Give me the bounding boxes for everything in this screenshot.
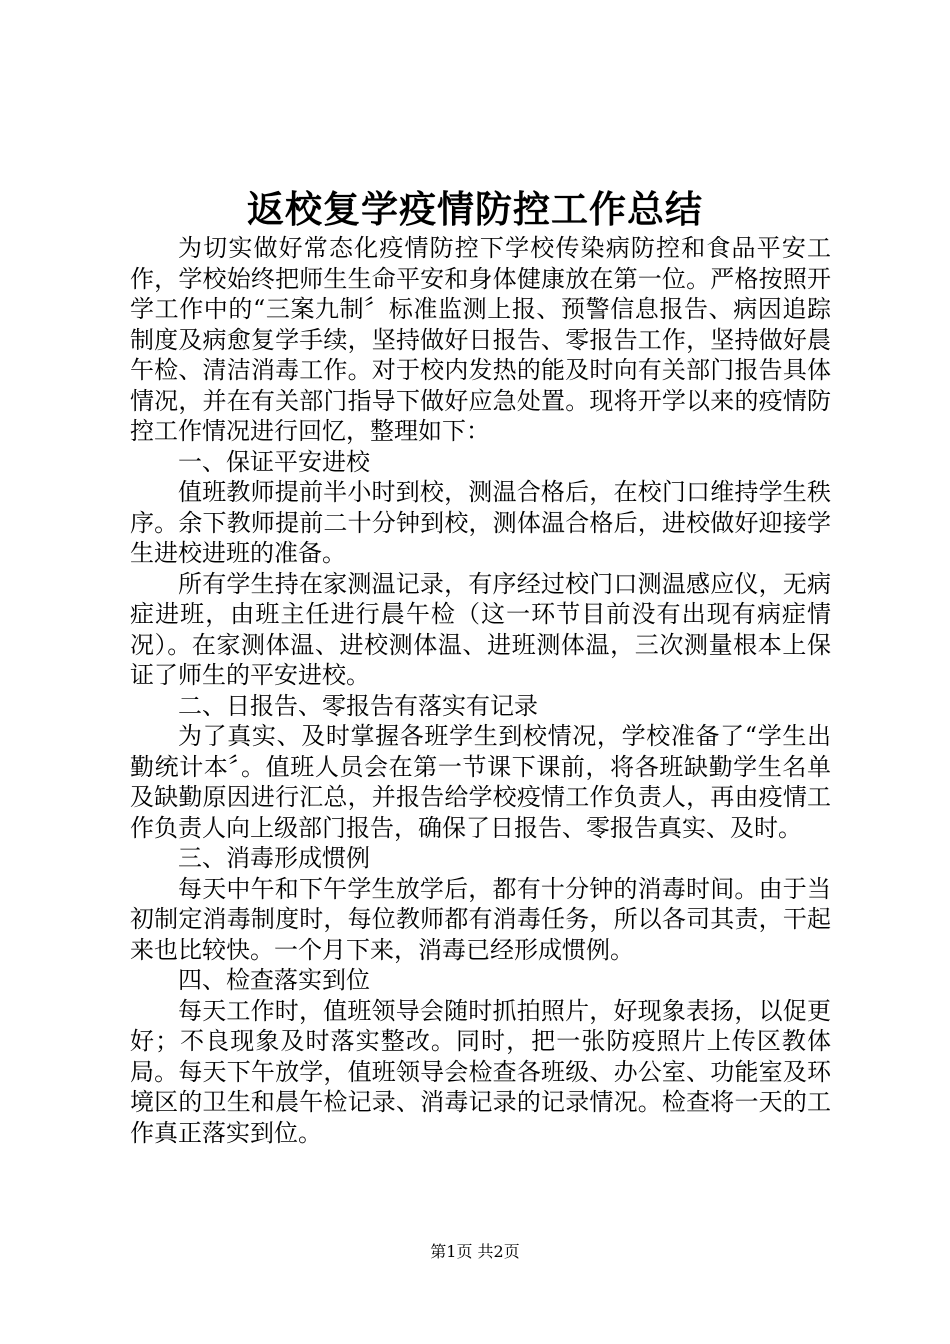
section-heading-3: 三、消毒形成惯例 (178, 844, 370, 872)
section-1-paragraph-2: 所有学生持在家测温记录，有序经过校门口测温感应仪，无病症进班，由班主任进行晨午检（这一环节目前没有出现有病症情况）。在家测体温、进校测体温、进班测体温，三次测量根本上保证了师生的平安进校。 (130, 569, 831, 689)
section-heading-2: 二、日报告、零报告有落实有记录 (178, 691, 538, 720)
section-3-paragraph-1: 每天中午和下午学生放学后，都有十分钟的消毒时间。由于当初制定消毒制度时，每位教师都有消毒任务，所以各司其责，干起来也比较快。一个月下来，消毒已经形成惯例。 (130, 874, 831, 964)
intro-paragraph: 为切实做好常态化疫情防控下学校传染病防控和食品平安工作，学校始终把师生生命平安和身体健康放在第一位。严格按照开学工作中的“三案九制〞标准监测上报、预警信息报告、病因追踪制度及病愈复学手续，坚持做好日报告、零报告工作，坚持做好晨午检、清洁消毒工作。对于校内发热的能及时向有关部门报告具体情况，并在有关部门指导下做好应急处置。现将开学以来的疫情防控工作情况进行回忆，整理如下： (130, 234, 831, 445)
section-4-paragraph-1: 每天工作时，值班领导会随时抓拍照片，好现象表扬，以促更好；不良现象及时落实整改。同时，把一张防疫照片上传区教体局。每天下午放学，值班领导会检查各班级、办公室、功能室及环境区的卫生和晨午检记录、消毒记录的记录情况。检查将一天的工作真正落实到位。 (130, 996, 831, 1147)
section-2-paragraph-1: 为了真实、及时掌握各班学生到校情况，学校准备了“学生出勤统计本〞。值班人员会在第一节课下课前，将各班缺勤学生名单及缺勤原因进行汇总，并报告给学校疫情工作负责人，再由疫情工作负责人向上级部门报告，确保了日报告、零报告真实、及时。 (130, 722, 831, 842)
section-1-paragraph-1: 值班教师提前半小时到校，测温合格后，在校门口维持学生秩序。余下教师提前二十分钟到校，测体温合格后，进校做好迎接学生进校进班的准备。 (130, 478, 831, 567)
section-heading-1: 一、保证平安进校 (178, 447, 370, 476)
document-body (130, 233, 831, 1148)
page-number-footer: 第1页 共2页 (430, 1242, 520, 1261)
section-heading-4: 四、检查落实到位 (178, 966, 370, 994)
document-title: 返校复学疫情防控工作总结 (247, 187, 703, 231)
